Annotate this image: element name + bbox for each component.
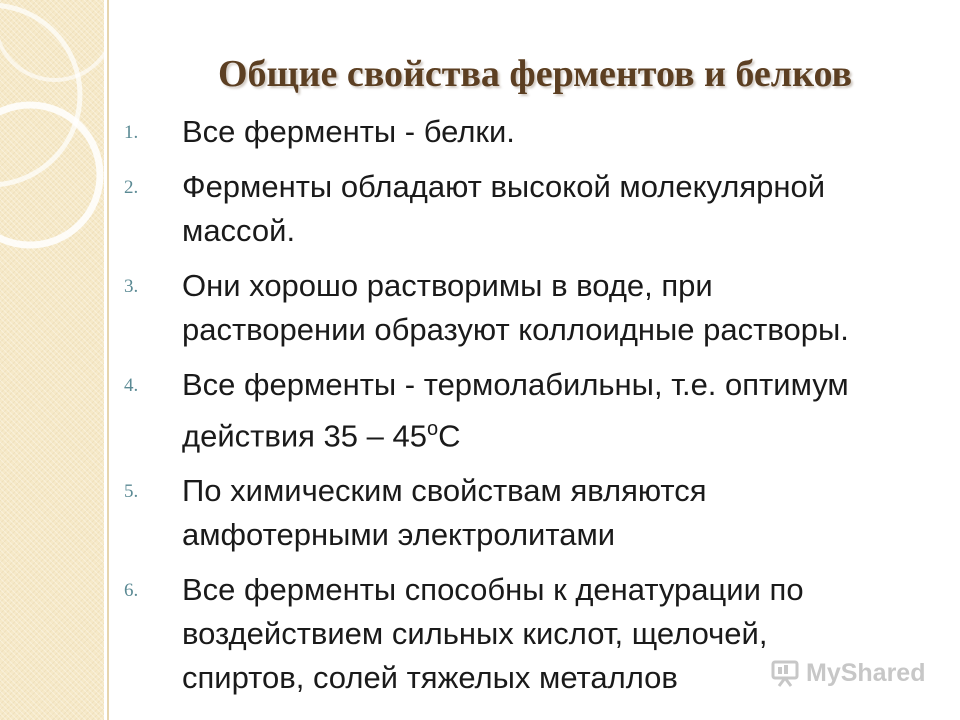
- item-number: 6.: [124, 580, 139, 602]
- decorative-side-panel: [0, 0, 104, 720]
- item-number: 2.: [124, 177, 139, 198]
- item-number: 5.: [124, 481, 139, 503]
- item-text: Они хорошо растворимы в воде, при растворении образуют коллоидные растворы.: [182, 268, 849, 347]
- properties-list: [124, 110, 924, 711]
- list-item: [124, 264, 924, 352]
- myshared-watermark: [770, 655, 925, 691]
- list-item: [124, 165, 924, 253]
- item-text: Ферменты обладают высокой молекулярной массой.: [182, 169, 826, 248]
- item-number: 3.: [124, 276, 139, 297]
- item-text: Все ферменты - термолабильны, т.е. оптимум действия $35 - 45^оС$: [182, 367, 849, 454]
- panel-divider: [107, 0, 109, 720]
- item-number: 1.: [124, 122, 139, 143]
- list-item: [124, 110, 924, 154]
- item-number: 4.: [124, 375, 139, 396]
- watermark-text: MyShared: [806, 658, 926, 687]
- decorative-rings: [0, 0, 104, 720]
- presentation-icon: [770, 658, 800, 688]
- slide-title: Общие свойства ферментов и белков: [217, 53, 853, 95]
- item-text: Все ферменты - белки.: [182, 114, 515, 149]
- item-text: По химическим свойствам являются амфотерными электролитами: [182, 473, 707, 553]
- item-text: Все ферменты способны к денатурации по воздействием сильных кислот, щелочей, спиртов, солей тяжелых металлов: [182, 572, 804, 696]
- list-item: [124, 469, 924, 557]
- list-item: [124, 363, 924, 458]
